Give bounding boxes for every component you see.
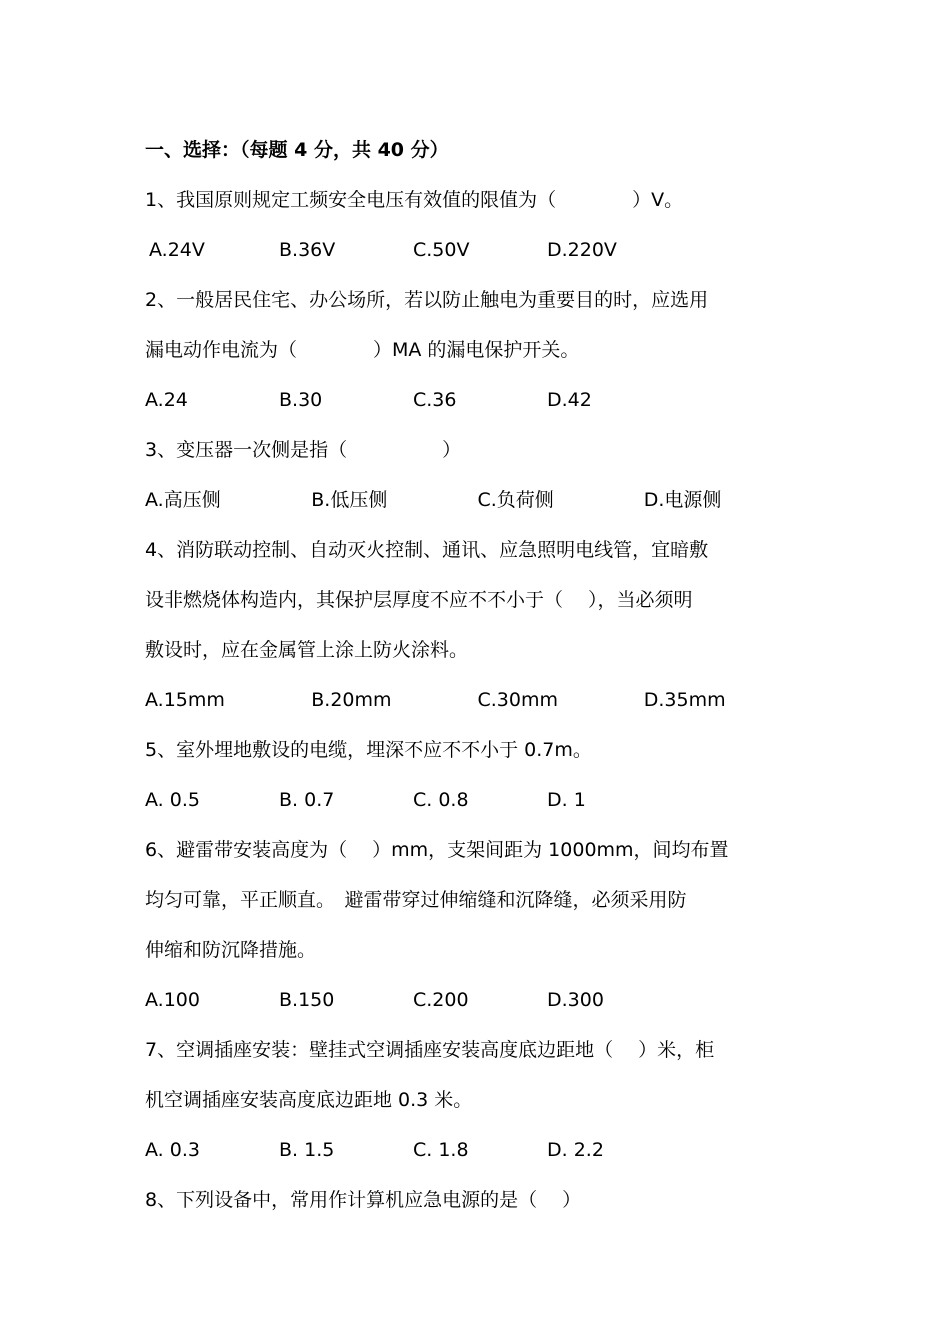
option-c: C.负荷侧 [477, 489, 554, 511]
option-d: D.35mm [643, 689, 726, 711]
question-8 [145, 1175, 810, 1225]
option-b: B.20mm [311, 689, 392, 711]
option-b: B.36V [279, 239, 336, 261]
question-1 [145, 175, 810, 275]
question-text: 3、变压器一次侧是指（ ） [145, 439, 462, 461]
question-text: 机空调插座安装高度底边距地 0.3 米。 [145, 1089, 473, 1111]
question-text: 敷设时，应在金属管上涂上防火涂料。 [145, 639, 469, 661]
option-a: A.100 [145, 989, 200, 1011]
option-d: D. 2.2 [547, 1139, 604, 1161]
option-b: B. 0.7 [279, 789, 335, 811]
question-5 [145, 725, 810, 825]
options-row [145, 225, 810, 275]
options-row [145, 1125, 810, 1175]
question-text: 1、我国原则规定工频安全电压有效值的限值为（ ）V。 [145, 189, 684, 211]
options-row [145, 775, 810, 825]
question-text: 设非燃烧体构造内，其保护层厚度不应不不小于（ ），当必须明 [145, 589, 693, 611]
option-c: C.30mm [477, 689, 558, 711]
option-b: B.30 [279, 389, 323, 411]
question-4 [145, 525, 810, 725]
document-page [145, 125, 810, 1225]
options-row [145, 975, 810, 1025]
options-row [145, 675, 810, 725]
question-6 [145, 825, 810, 1025]
question-text: 2、一般居民住宅、办公场所，若以防止触电为重要目的时，应选用 [145, 289, 709, 311]
question-text: 4、消防联动控制、自动灭火控制、通讯、应急照明电线管，宜暗敷 [145, 539, 709, 561]
option-d: D. 1 [547, 789, 586, 811]
question-3 [145, 425, 810, 525]
option-b: B.低压侧 [311, 489, 388, 511]
question-text: 伸缩和防沉降措施。 [145, 939, 317, 961]
option-d: D.42 [547, 389, 592, 411]
question-text: 漏电动作电流为（ ）MA 的漏电保护开关。 [145, 339, 580, 361]
question-text: 5、室外埋地敷设的电缆，埋深不应不不小于 0.7m。 [145, 739, 592, 761]
section-title: 一、选择：（每题 4 分，共 40 分） [145, 139, 449, 161]
question-7 [145, 1025, 810, 1175]
option-a: A.15mm [145, 689, 225, 711]
option-c: C. 0.8 [413, 789, 469, 811]
option-b: B. 1.5 [279, 1139, 335, 1161]
option-a: A.24 [145, 389, 188, 411]
option-a: A.24V [149, 239, 205, 261]
option-d: D.300 [547, 989, 604, 1011]
option-a: A. 0.5 [145, 789, 200, 811]
options-row [145, 375, 810, 425]
option-c: C.200 [413, 989, 469, 1011]
option-d: D.220V [547, 239, 617, 261]
option-b: B.150 [279, 989, 335, 1011]
option-c: C. 1.8 [413, 1139, 469, 1161]
option-a: A. 0.3 [145, 1139, 200, 1161]
question-text: 均匀可靠，平正顺直。 避雷带穿过伸缩缝和沉降缝，必须采用防 [145, 889, 687, 911]
question-text: 7、空调插座安装：壁挂式空调插座安装高度底边距地（ ）米，柜 [145, 1039, 715, 1061]
option-c: C.50V [413, 239, 470, 261]
question-text: 6、避雷带安装高度为（ ）mm，支架间距为 1000mm，间均布置 [145, 839, 729, 861]
question-2 [145, 275, 810, 425]
question-text: 8、下列设备中，常用作计算机应急电源的是（ ） [145, 1189, 582, 1211]
options-row [145, 475, 810, 525]
option-a: A.高压侧 [145, 489, 221, 511]
option-d: D.电源侧 [643, 489, 722, 511]
option-c: C.36 [413, 389, 457, 411]
